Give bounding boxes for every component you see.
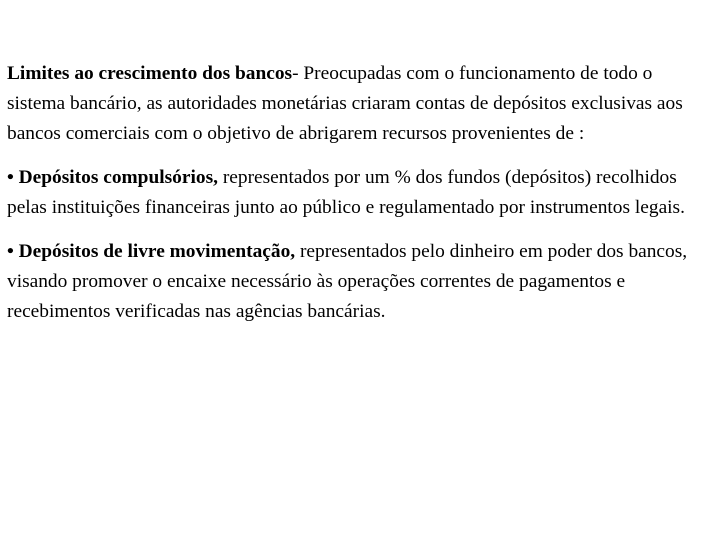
bullet-compulsorios <box>7 163 713 223</box>
intro-text: - Preocupadas com o funcionamento de todo o sistema bancário, as autoridades monetárias criaram contas de depósitos exclusivas aos bancos comerciais com o objetivo de abrigarem recursos provenientes de : <box>7 63 683 144</box>
bullet-lead: Depósitos compulsórios, <box>18 167 218 188</box>
bullet-livre-movimentacao <box>7 237 713 327</box>
text-body <box>7 59 713 341</box>
bullet-lead: Depósitos de livre movimentação, <box>18 241 296 262</box>
intro-paragraph <box>7 59 713 149</box>
bullet-text: representados pelo dinheiro em poder dos bancos, visando promover o encaixe necessário às operações correntes de pagamentos e recebimentos verificadas nas agências bancárias. <box>7 241 688 322</box>
intro-lead: Limites ao crescimento dos bancos <box>7 63 293 84</box>
bullet-text: representados por um % dos fundos (depósitos) recolhidos pelas instituições financeiras junto ao público e regulamentado por instrumentos legais. <box>7 167 685 218</box>
bullet-marker: • <box>7 241 14 262</box>
bullet-marker: • <box>7 167 14 188</box>
